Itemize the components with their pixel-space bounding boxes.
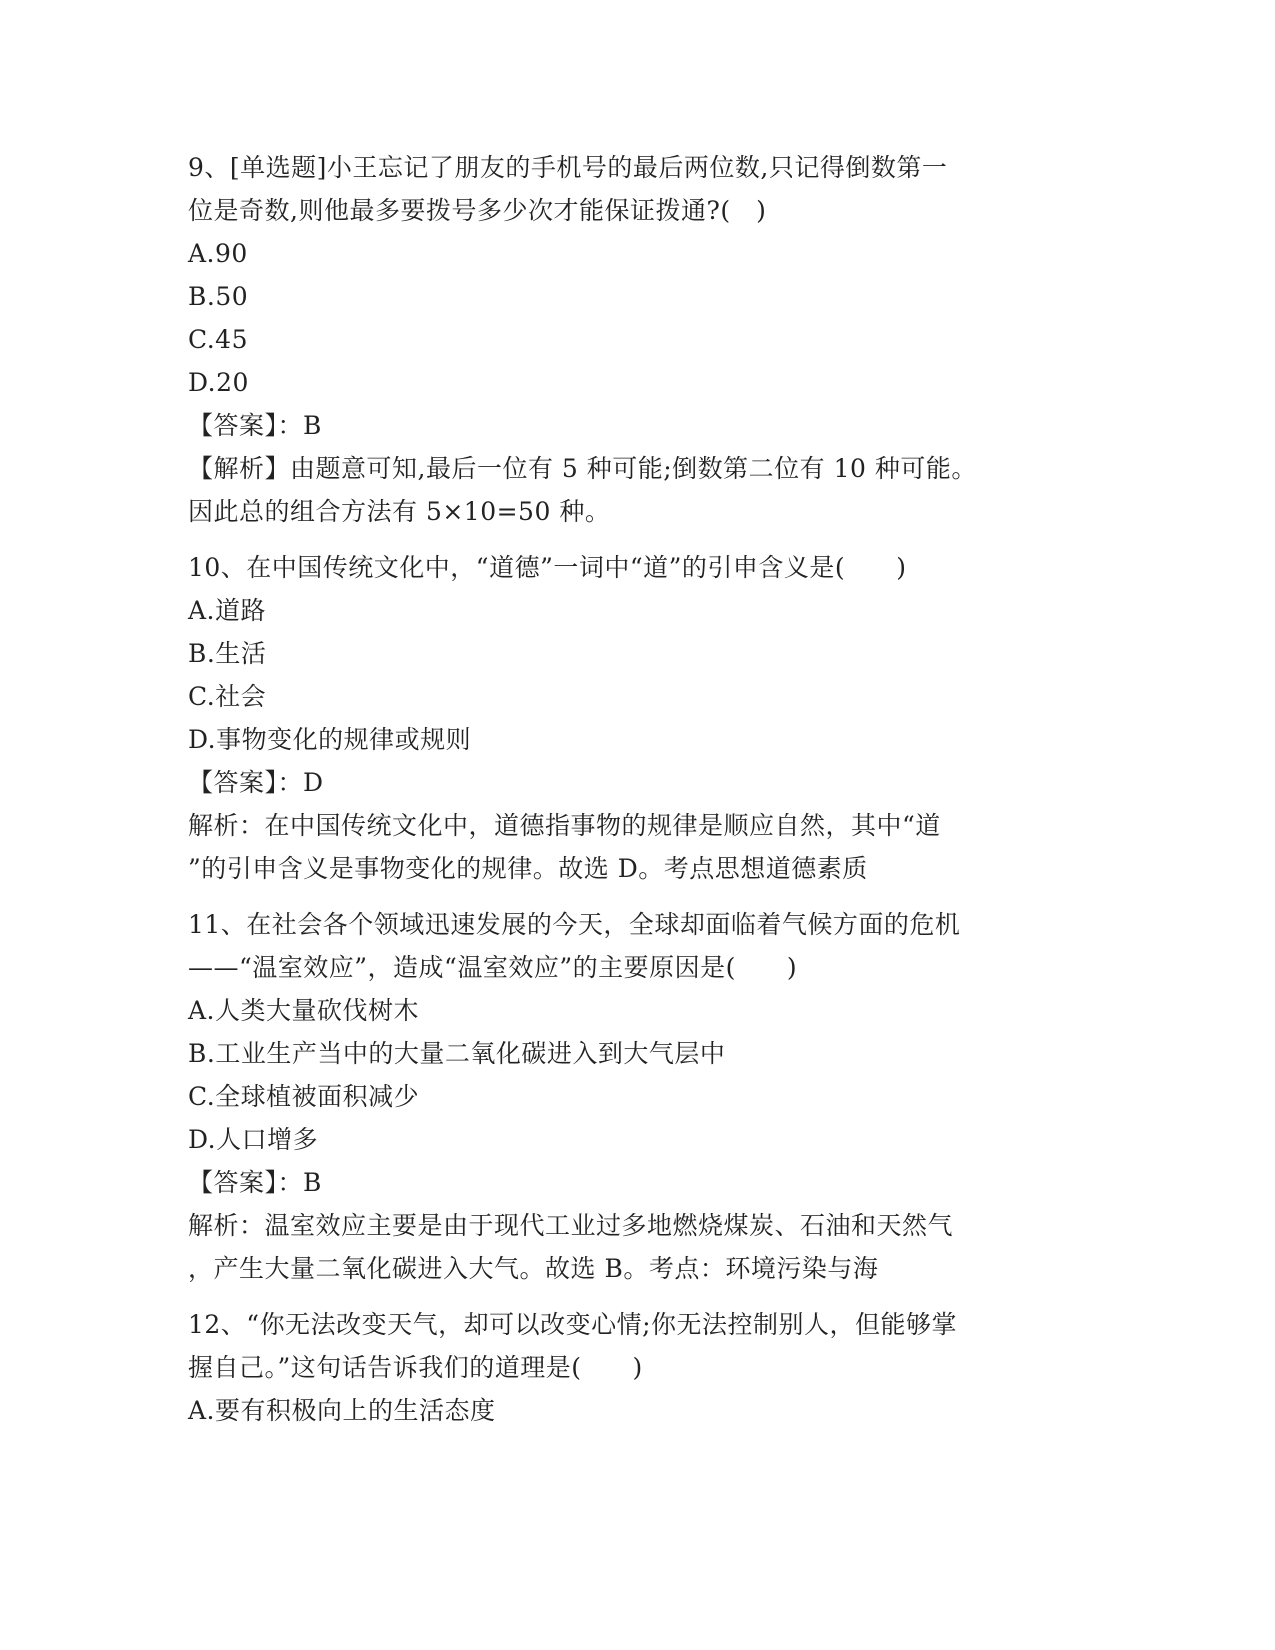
option-a: A.道路: [188, 596, 267, 625]
question-12: [188, 1303, 1088, 1432]
question-stem-line: 10、在中国传统文化中，“道德”一词中“道”的引申含义是( ): [188, 553, 907, 582]
option-a: A.90: [188, 239, 248, 268]
answer-line: 【答案】：D: [188, 768, 324, 797]
question-list: [188, 146, 1088, 1432]
analysis-line: 解析：在中国传统文化中，道德指事物的规律是顺应自然，其中“道: [188, 811, 941, 840]
question-stem-line: ——“温室效应”，造成“温室效应”的主要原因是( ): [188, 953, 798, 982]
question-11: [188, 903, 1088, 1290]
option-b: B.工业生产当中的大量二氧化碳进入到大气层中: [188, 1039, 726, 1068]
question-spacer: [188, 533, 1088, 546]
option-d: D.20: [188, 368, 249, 397]
analysis-line: 因此总的组合方法有 5×10=50 种。: [188, 497, 611, 526]
option-a: A.人类大量砍伐树木: [188, 996, 420, 1025]
option-b: B.50: [188, 282, 249, 311]
question-spacer: [188, 1290, 1088, 1303]
analysis-line: ，产生大量二氧化碳进入大气。故选 B。考点：环境污染与海: [188, 1254, 879, 1283]
analysis-line: 【解析】由题意可知,最后一位有 5 种可能;倒数第二位有 10 种可能。: [188, 454, 977, 483]
option-b: B.生活: [188, 639, 267, 668]
question-spacer: [188, 890, 1088, 903]
analysis-line: ”的引申含义是事物变化的规律。故选 D。考点思想道德素质: [188, 854, 868, 883]
question-stem-line: 位是奇数,则他最多要拨号多少次才能保证拨通?( ): [188, 196, 767, 225]
option-a: A.要有积极向上的生活态度: [188, 1396, 496, 1425]
question-stem-line: 握自己。”这句话告诉我们的道理是( ): [188, 1353, 643, 1382]
question-9: [188, 146, 1088, 533]
question-10: [188, 546, 1088, 890]
option-c: C.社会: [188, 682, 267, 711]
option-c: C.全球植被面积减少: [188, 1082, 420, 1111]
option-d: D.事物变化的规律或规则: [188, 725, 472, 754]
analysis-line: 解析：温室效应主要是由于现代工业过多地燃烧煤炭、石油和天然气: [188, 1211, 954, 1240]
answer-line: 【答案】：B: [188, 411, 322, 440]
option-d: D.人口增多: [188, 1125, 319, 1154]
question-stem-line: 9、[单选题]小王忘记了朋友的手机号的最后两位数,只记得倒数第一: [188, 153, 948, 182]
question-stem-line: 12、“你无法改变天气，却可以改变心情;你无法控制别人，但能够掌: [188, 1310, 958, 1339]
answer-line: 【答案】：B: [188, 1168, 322, 1197]
question-stem-line: 11、在社会各个领域迅速发展的今天，全球却面临着气候方面的危机: [188, 910, 961, 939]
option-c: C.45: [188, 325, 248, 354]
